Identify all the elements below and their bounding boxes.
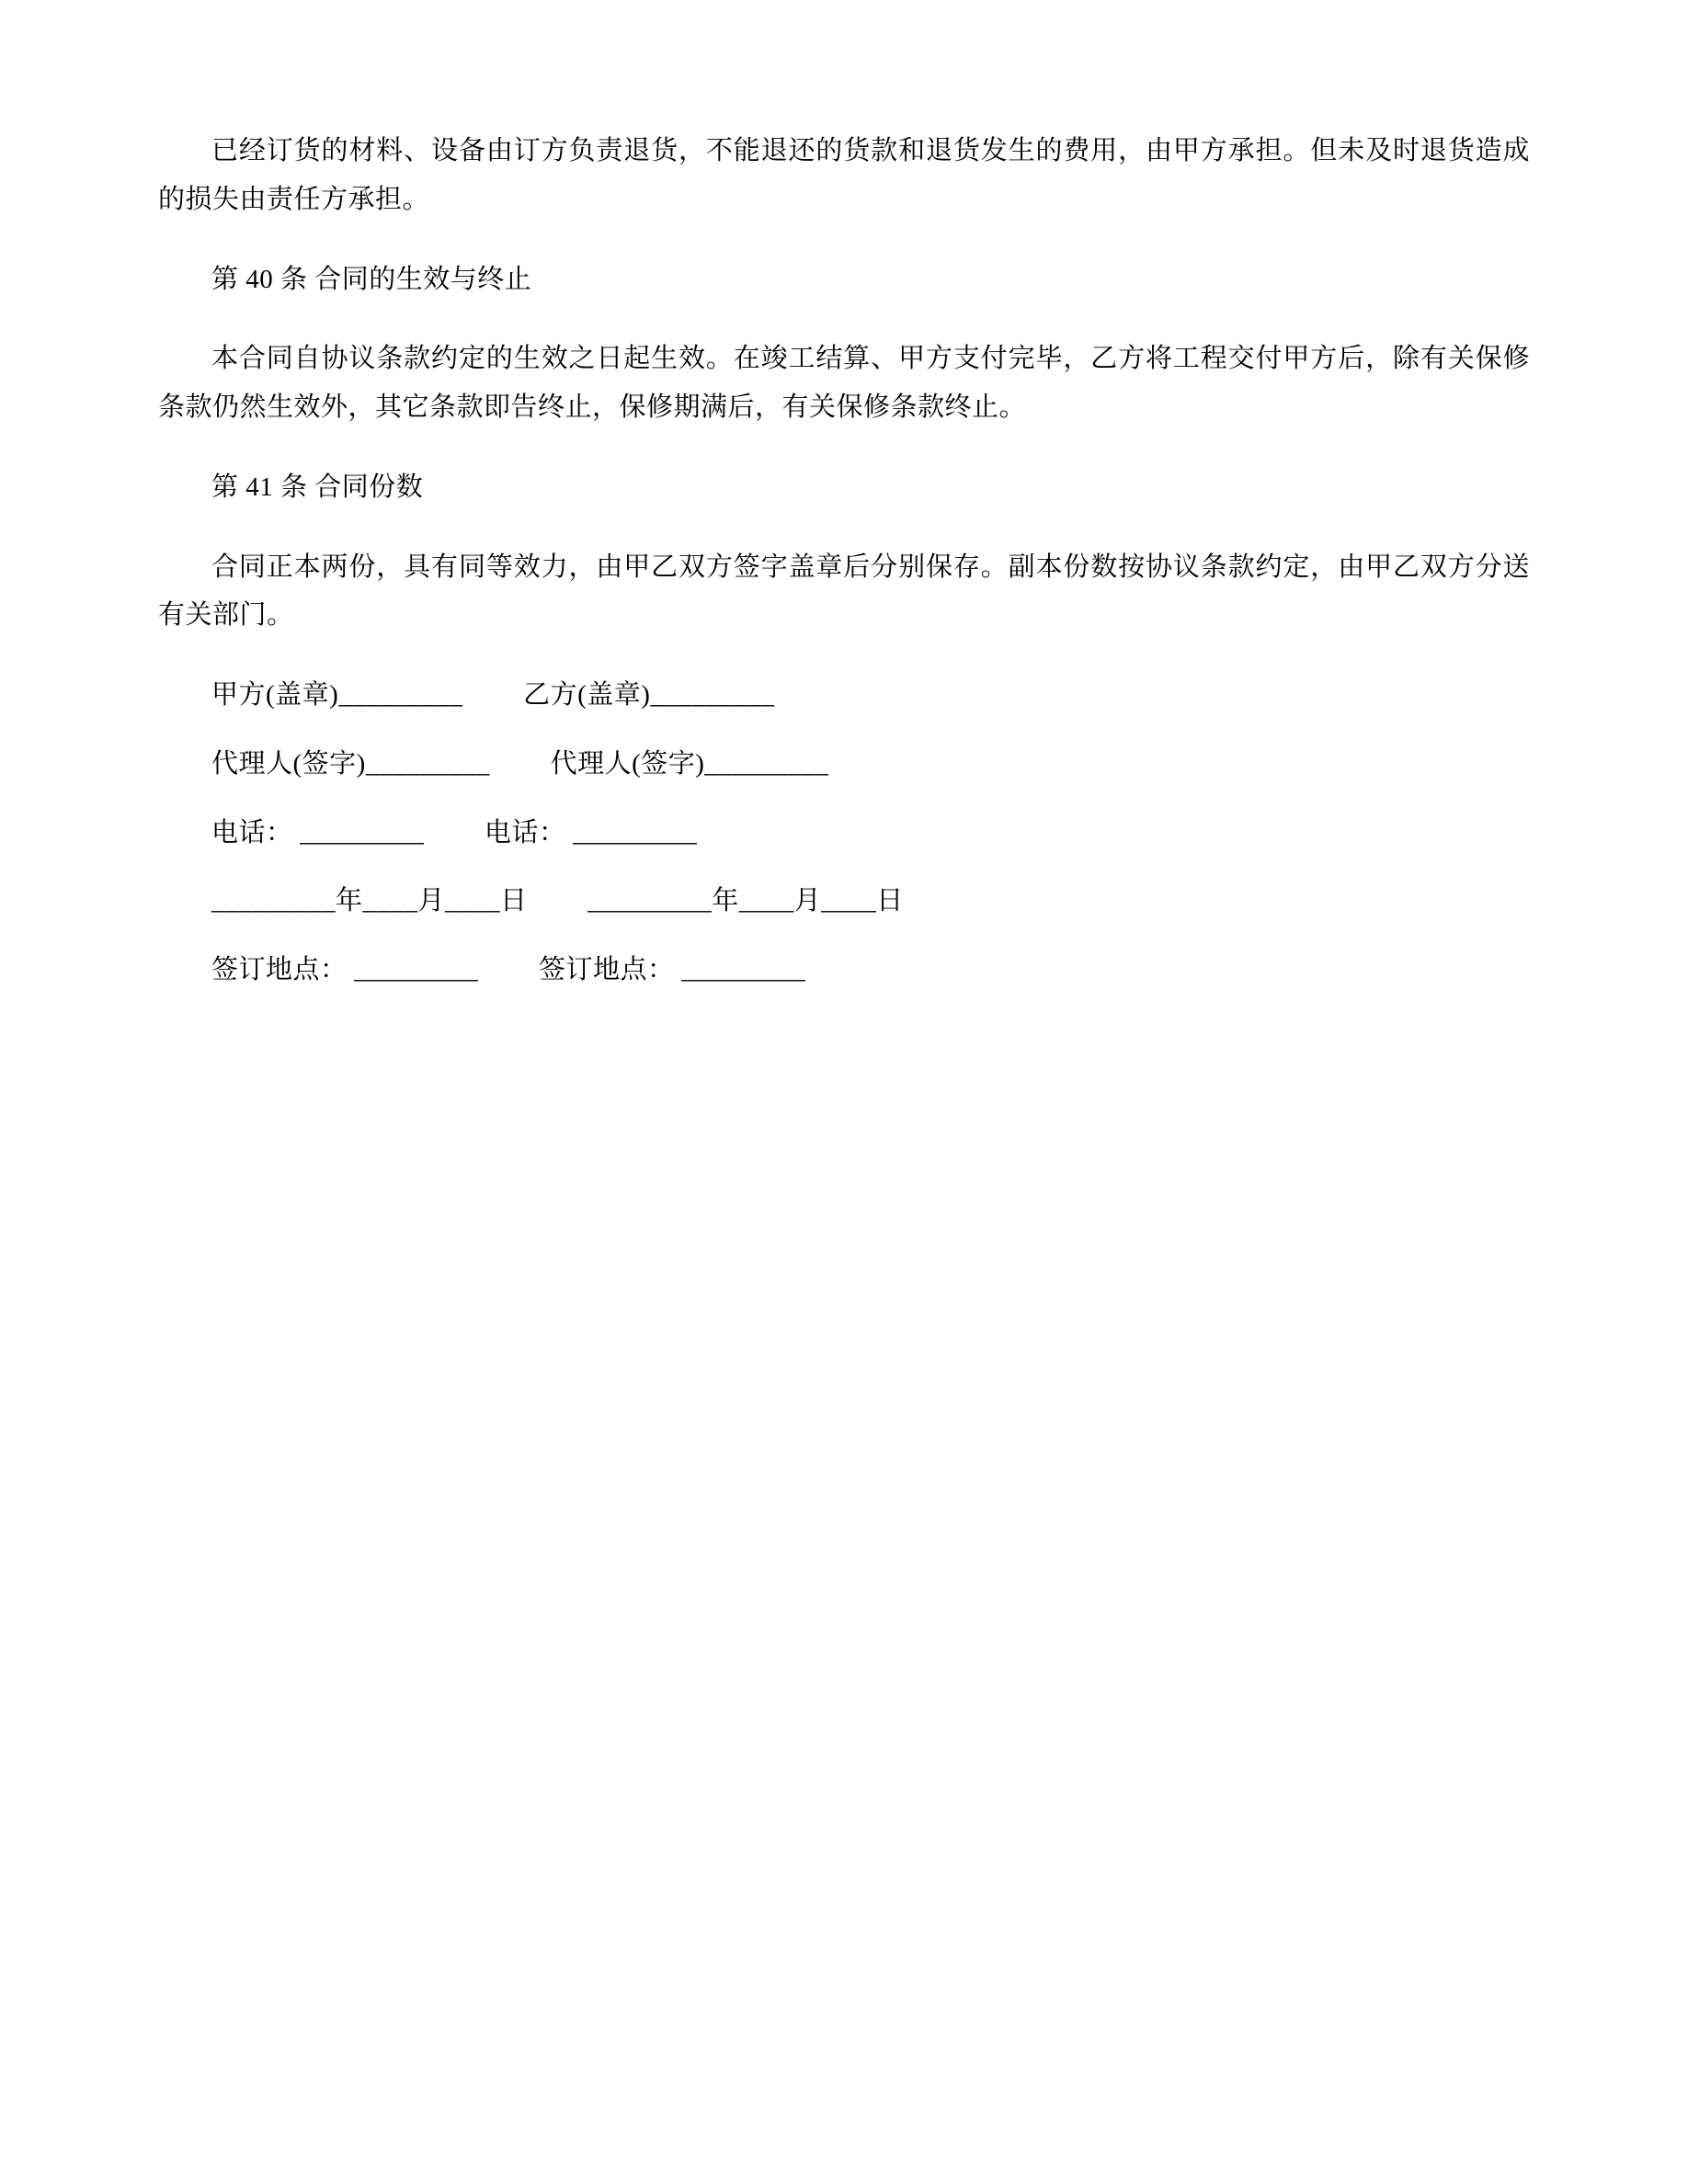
clause-40-heading: 第 40 条 合同的生效与终止 [211, 264, 532, 294]
party-a-date-blank: _________年____月____日 [211, 886, 528, 916]
signature-row-seal [158, 671, 1530, 720]
party-a-signing-place-blank: 签订地点： _________ [211, 955, 479, 985]
contract-paragraph-returns: 已经订货的材料、设备由订方负责退货，不能退还的货款和退货发生的费用，由甲方承担。但未及时退货造成的损失由责任方承担。 [158, 136, 1530, 214]
clause-41-body: 合同正本两份，具有同等效力，由甲乙双方签字盖章后分别保存。副本份数按协议条款约定，由甲乙双方分送有关部门。 [158, 552, 1530, 631]
clause-41-heading: 第 41 条 合同份数 [211, 472, 424, 502]
party-b-signing-place-blank: 签订地点： _________ [539, 955, 806, 985]
signature-row-agent [158, 740, 1530, 789]
party-a-phone-blank: 电话： _________ [211, 817, 425, 847]
party-b-date-blank: _________年____月____日 [587, 886, 904, 916]
signature-row-date [158, 877, 1530, 926]
party-b-agent-signature-blank: 代理人(签字)_________ [550, 748, 829, 779]
party-b-seal-blank: 乙方(盖章)_________ [523, 680, 775, 711]
signature-row-place [158, 946, 1530, 995]
clause-40-body: 本合同自协议条款约定的生效之日起生效。在竣工结算、甲方支付完毕，乙方将工程交付甲方后，除有关保修条款仍然生效外，其它条款即告终止，保修期满后，有关保修条款终止。 [158, 344, 1530, 423]
party-a-seal-blank: 甲方(盖章)_________ [211, 680, 463, 711]
party-a-agent-signature-blank: 代理人(签字)_________ [211, 748, 490, 779]
signature-row-phone [158, 809, 1530, 858]
party-b-phone-blank: 电话： _________ [485, 817, 698, 847]
